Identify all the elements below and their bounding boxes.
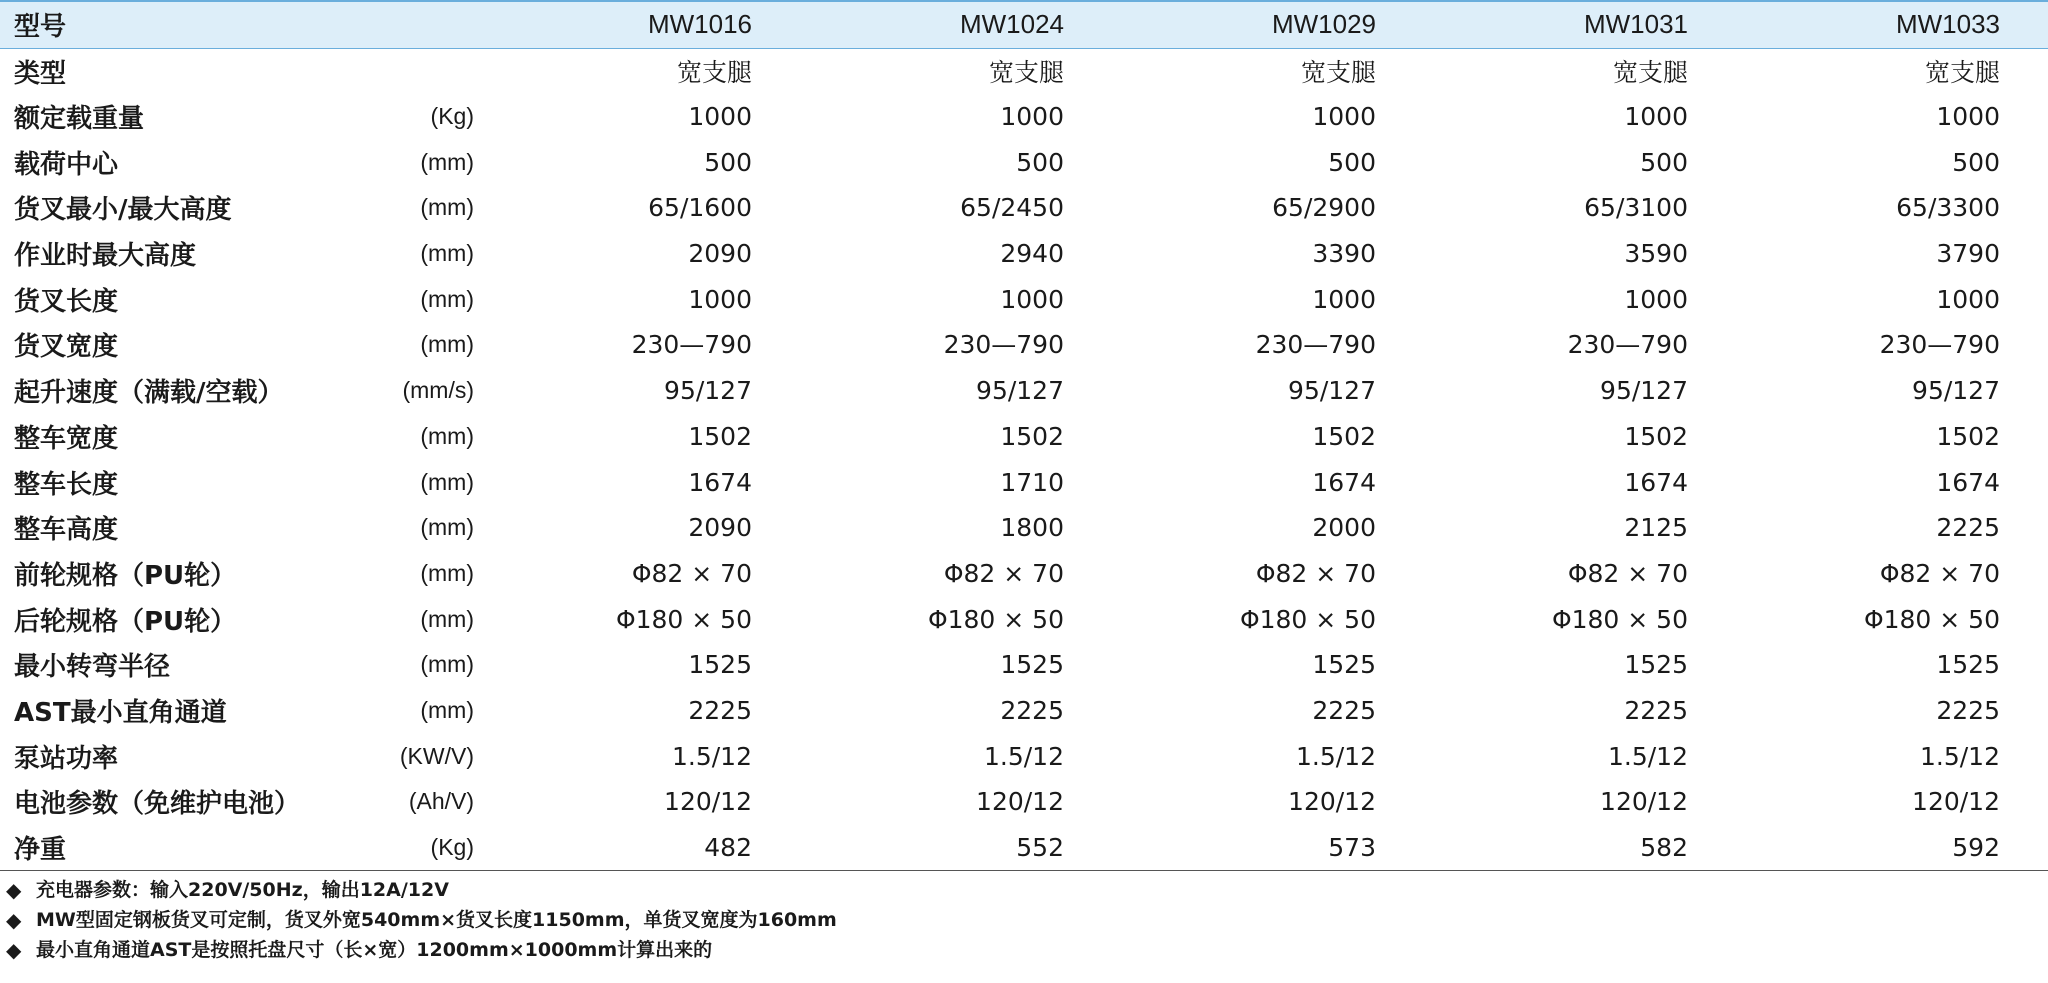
spec-unit: (Ah/V): [408, 788, 474, 815]
spec-value: 1502: [688, 421, 752, 451]
spec-value: 95/127: [1288, 376, 1376, 406]
header-unit-cell: [374, 1, 480, 48]
spec-value: 582: [1416, 825, 1728, 871]
spec-value: 500: [1016, 147, 1064, 177]
note-line: [6, 905, 837, 935]
spec-value: 1502: [1312, 421, 1376, 451]
spec-value: 宽支腿: [1924, 58, 2000, 88]
spec-name: 净重: [0, 825, 374, 871]
spec-name: 货叉最小/最大高度: [14, 195, 232, 226]
spec-value: 1674: [1312, 467, 1376, 497]
spec-value: Φ82 × 70: [631, 558, 752, 588]
spec-value: 65/2450: [960, 193, 1064, 223]
spec-value: 2940: [1000, 239, 1064, 269]
table-row: [0, 185, 2048, 231]
model-header: MW1024: [792, 1, 1104, 48]
table-row: [0, 459, 2048, 505]
spec-value: 1000: [1624, 102, 1688, 132]
spec-value: 3390: [1312, 239, 1376, 269]
diamond-bullet-icon: ◆: [6, 878, 22, 902]
spec-value: 592: [1728, 825, 2048, 871]
table-row: [0, 779, 2048, 825]
spec-value: 1525: [1624, 650, 1688, 680]
spec-value: Φ82 × 70: [1255, 558, 1376, 588]
spec-value: Φ180 × 50: [615, 604, 752, 634]
table-row: [0, 505, 2048, 551]
spec-value: 2225: [1312, 695, 1376, 725]
spec-value: 95/127: [976, 376, 1064, 406]
spec-value: 65/3100: [1584, 193, 1688, 223]
model-header: MW1016: [480, 1, 792, 48]
spec-value: 1800: [1000, 513, 1064, 543]
spec-value: 1.5/12: [672, 741, 752, 771]
spec-name: 载荷中心: [14, 149, 119, 180]
spec-unit: (KW/V): [399, 742, 474, 769]
table-row: [0, 48, 2048, 94]
spec-value: 1000: [1624, 284, 1688, 314]
spec-unit: (mm/s): [402, 377, 474, 404]
model-header: MW1031: [1416, 1, 1728, 48]
table-row: [0, 733, 2048, 779]
spec-value: 宽支腿: [676, 58, 752, 88]
spec-unit: (mm): [420, 422, 474, 449]
table-row: [0, 94, 2048, 140]
diamond-bullet-icon: ◆: [6, 938, 22, 962]
spec-value: 500: [1952, 147, 2000, 177]
spec-value: 1000: [688, 102, 752, 132]
spec-value: 1.5/12: [1920, 741, 2000, 771]
spec-name: 货叉宽度: [14, 332, 119, 363]
spec-unit: (mm): [420, 194, 474, 221]
spec-value: 1000: [1000, 284, 1064, 314]
table-row: [0, 231, 2048, 277]
spec-value: 3790: [1936, 239, 2000, 269]
spec-name: 最小转弯半径: [14, 652, 171, 683]
note-text: 充电器参数：输入220V/50Hz，输出12A/12V: [36, 879, 449, 901]
spec-value: 1502: [1936, 421, 2000, 451]
spec-value: 1000: [1000, 102, 1064, 132]
spec-value: Φ82 × 70: [1567, 558, 1688, 588]
spec-unit: (mm): [420, 148, 474, 175]
spec-value: 2225: [688, 695, 752, 725]
spec-value: 1502: [1000, 421, 1064, 451]
spec-value: 120/12: [1288, 787, 1376, 817]
table-row: [0, 414, 2048, 460]
spec-value: 宽支腿: [1300, 58, 1376, 88]
note-line: [6, 935, 837, 965]
spec-value: Φ82 × 70: [943, 558, 1064, 588]
spec-value: 1.5/12: [1608, 741, 1688, 771]
spec-name: 整车宽度: [14, 423, 119, 454]
note-text: 最小直角通道AST是按照托盘尺寸（长×宽）1200mm×1000mm计算出来的: [36, 939, 713, 961]
table-row: [0, 368, 2048, 414]
spec-value: 1525: [688, 650, 752, 680]
spec-unit: (mm): [420, 651, 474, 678]
spec-value: 95/127: [664, 376, 752, 406]
spec-name: 起升速度（满载/空载）: [14, 378, 284, 409]
spec-value: 2090: [688, 513, 752, 543]
notes: [6, 875, 837, 965]
spec-unit: (mm): [420, 331, 474, 358]
spec-value: 95/127: [1600, 376, 1688, 406]
spec-value: 3590: [1624, 239, 1688, 269]
spec-value: 1000: [1936, 284, 2000, 314]
spec-name: 整车长度: [14, 469, 119, 500]
table-row: [0, 825, 2048, 871]
spec-value: 230—790: [1879, 330, 2000, 360]
spec-value: Φ180 × 50: [1863, 604, 2000, 634]
table-row: [0, 276, 2048, 322]
header-label: 型号: [0, 1, 374, 48]
spec-value: 500: [704, 147, 752, 177]
spec-value: 1000: [1312, 102, 1376, 132]
spec-value: 1674: [1936, 467, 2000, 497]
spec-value: 120/12: [1912, 787, 2000, 817]
spec-unit: (mm): [420, 559, 474, 586]
spec-value: 500: [1640, 147, 1688, 177]
spec-unit: (Kg): [430, 103, 474, 130]
spec-name: AST最小直角通道: [14, 697, 227, 728]
spec-value: 1710: [1000, 467, 1064, 497]
spec-value: 2225: [1624, 695, 1688, 725]
spec-unit: (mm): [420, 696, 474, 723]
spec-name: 前轮规格（PU轮）: [14, 560, 237, 591]
spec-unit: (mm): [420, 605, 474, 632]
spec-value: 120/12: [1600, 787, 1688, 817]
table-row: [0, 551, 2048, 597]
spec-value: 2090: [688, 239, 752, 269]
table-row: [0, 642, 2048, 688]
spec-name: 作业时最大高度: [14, 241, 197, 272]
spec-value: 1525: [1936, 650, 2000, 680]
spec-name: 泵站功率: [14, 743, 119, 774]
spec-value: 482: [480, 825, 792, 871]
spec-name: 类型: [14, 58, 67, 89]
spec-value: 2000: [1312, 513, 1376, 543]
spec-value: 宽支腿: [1612, 58, 1688, 88]
spec-value: 230—790: [943, 330, 1064, 360]
spec-value: 2225: [1000, 695, 1064, 725]
model-header: MW1029: [1104, 1, 1416, 48]
header-row: [0, 1, 2048, 48]
spec-unit: (Kg): [374, 825, 480, 871]
table-row: [0, 139, 2048, 185]
spec-value: 95/127: [1912, 376, 2000, 406]
spec-unit: (mm): [420, 514, 474, 541]
spec-value: 230—790: [631, 330, 752, 360]
diamond-bullet-icon: ◆: [6, 908, 22, 932]
spec-value: 120/12: [664, 787, 752, 817]
spec-name: 后轮规格（PU轮）: [14, 606, 237, 637]
spec-name: 货叉长度: [14, 286, 119, 317]
spec-value: 1000: [1936, 102, 2000, 132]
spec-value: 1000: [688, 284, 752, 314]
spec-value: 230—790: [1255, 330, 1376, 360]
spec-unit: (mm): [420, 240, 474, 267]
spec-value: 1525: [1000, 650, 1064, 680]
table-row: [0, 596, 2048, 642]
spec-value: Φ180 × 50: [1551, 604, 1688, 634]
spec-value: 65/1600: [648, 193, 752, 223]
spec-value: Φ180 × 50: [927, 604, 1064, 634]
spec-value: 1674: [688, 467, 752, 497]
spec-value: 552: [792, 825, 1104, 871]
spec-value: 120/12: [976, 787, 1064, 817]
spec-value: 2225: [1936, 695, 2000, 725]
spec-value: 65/2900: [1272, 193, 1376, 223]
spec-value: 65/3300: [1896, 193, 2000, 223]
spec-value: 1.5/12: [984, 741, 1064, 771]
spec-name: 额定载重量: [14, 104, 145, 135]
spec-unit: [374, 48, 480, 94]
spec-value: Φ82 × 70: [1879, 558, 2000, 588]
spec-name: 电池参数（免维护电池）: [14, 789, 301, 820]
spec-value: 500: [1328, 147, 1376, 177]
spec-unit: (mm): [420, 285, 474, 312]
note-text: MW型固定钢板货叉可定制，货叉外宽540mm×货叉长度1150mm，单货叉宽度为160mm: [36, 909, 837, 931]
spec-value: 1502: [1624, 421, 1688, 451]
spec-name: 整车高度: [14, 515, 119, 546]
spec-value: Φ180 × 50: [1239, 604, 1376, 634]
note-line: [6, 875, 837, 905]
spec-value: 1000: [1312, 284, 1376, 314]
spec-value: 573: [1104, 825, 1416, 871]
table-row: [0, 322, 2048, 368]
spec-value: 2225: [1936, 513, 2000, 543]
spec-value: 2125: [1624, 513, 1688, 543]
spec-value: 1674: [1624, 467, 1688, 497]
model-header: MW1033: [1728, 1, 2048, 48]
spec-value: 1525: [1312, 650, 1376, 680]
spec-body: [0, 48, 2048, 870]
spec-value: 宽支腿: [988, 58, 1064, 88]
spec-unit: (mm): [420, 468, 474, 495]
spec-value: 1.5/12: [1296, 741, 1376, 771]
table-row: [0, 688, 2048, 734]
spec-value: 230—790: [1567, 330, 1688, 360]
